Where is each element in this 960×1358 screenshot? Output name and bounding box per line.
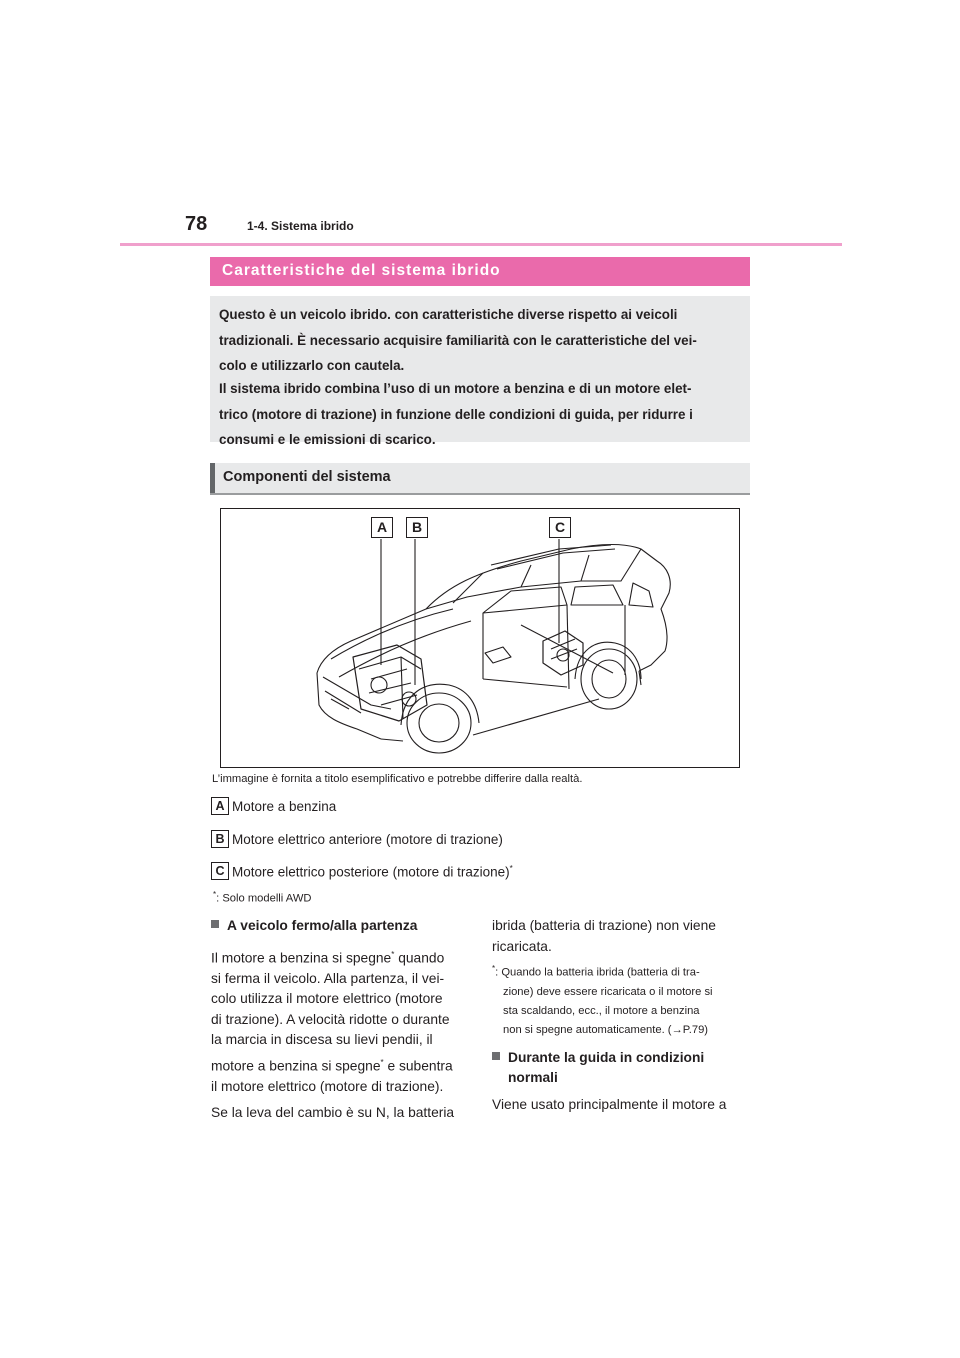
intro-paragraph-1 bbox=[219, 302, 744, 379]
footnote-marker: * bbox=[391, 949, 395, 959]
text-span: : Quando la batteria ibrida (batteria di tra- bbox=[495, 966, 700, 979]
right-column bbox=[492, 916, 750, 1115]
figure-label-b: B bbox=[406, 517, 428, 538]
text-line bbox=[492, 1048, 750, 1069]
footnote-marker: * bbox=[213, 890, 217, 899]
footnote-marker: * bbox=[380, 1057, 384, 1067]
legend-text bbox=[232, 864, 513, 880]
components-heading bbox=[210, 463, 750, 495]
text-line: sta scaldando, ecc., il motore a benzina bbox=[503, 1004, 700, 1017]
subheading bbox=[211, 916, 466, 937]
figure-caption: L’immagine è fornita a titolo esemplificativo e potrebbe differire dalla realtà. bbox=[212, 773, 583, 785]
text-line: Questo è un veicolo ibrido. con caratteristiche diverse rispetto ai veicoli bbox=[219, 307, 678, 322]
page-title: Caratteristiche del sistema ibrido bbox=[222, 262, 501, 279]
text-line: normali bbox=[508, 1070, 558, 1086]
footnote-block bbox=[492, 959, 750, 1040]
legend-badge: C bbox=[211, 862, 229, 880]
figure-label-a: A bbox=[371, 517, 393, 538]
text-line: il motore elettrico (motore di trazione). bbox=[211, 1078, 444, 1094]
page-number: 78 bbox=[185, 213, 208, 235]
legend-text: Motore elettrico anteriore (motore di trazione) bbox=[232, 832, 503, 847]
intro-paragraph-2 bbox=[219, 376, 744, 453]
square-bullet-icon bbox=[211, 920, 219, 928]
paragraph: Viene usato principalmente il motore a bbox=[492, 1096, 727, 1112]
text-line: di trazione). A velocità ridotte o durante bbox=[211, 1011, 450, 1027]
components-heading-text: Componenti del sistema bbox=[223, 469, 391, 485]
paragraph: Se la leva del cambio è su N, la batteria bbox=[211, 1105, 455, 1121]
footnote-marker: * bbox=[492, 964, 496, 973]
section-header: 1-4. Sistema ibrido bbox=[247, 219, 354, 233]
footnote-marker: * bbox=[509, 864, 513, 873]
heading-bar bbox=[210, 463, 215, 493]
text-span: motore a benzina si spegne bbox=[211, 1058, 381, 1074]
legend-text-main: Motore elettrico posteriore (motore di trazione) bbox=[232, 864, 510, 880]
text-line: ricaricata. bbox=[492, 938, 552, 954]
left-column bbox=[211, 916, 466, 1124]
text-line: non si spegne automaticamente. (→P.79) bbox=[503, 1023, 709, 1036]
text-line bbox=[492, 959, 750, 983]
legend-badge: B bbox=[211, 830, 229, 848]
footnote bbox=[213, 890, 311, 905]
subheading-text: Durante la guida in condizioni bbox=[508, 1049, 705, 1065]
title-banner bbox=[210, 257, 750, 286]
text-line: colo utilizza il motore elettrico (motore bbox=[211, 991, 443, 1007]
header-rule bbox=[120, 243, 842, 246]
subheading-text: A veicolo fermo/alla partenza bbox=[227, 918, 418, 933]
paragraph bbox=[211, 945, 466, 1098]
text-line: trico (motore di trazione) in funzione delle condizioni di guida, per ridurre i bbox=[219, 406, 693, 422]
text-line: zione) deve essere ricaricata o il motore si bbox=[503, 985, 713, 998]
text-span: e subentra bbox=[383, 1058, 453, 1074]
subheading bbox=[492, 1048, 750, 1089]
text-line: la marcia in discesa su lievi pendii, il bbox=[211, 1032, 433, 1048]
legend-text: Motore a benzina bbox=[232, 799, 337, 814]
text-line bbox=[211, 945, 466, 969]
text-line bbox=[211, 1053, 466, 1077]
text-line: tradizionali. È necessario acquisire familiarità con le caratteristiche del vei- bbox=[219, 332, 697, 348]
intro-box bbox=[210, 296, 750, 447]
figure-label-c: C bbox=[549, 517, 571, 538]
text-span: Il motore a benzina si spegne bbox=[211, 950, 392, 966]
text-line: si ferma il veicolo. Alla partenza, il vei- bbox=[211, 970, 445, 986]
legend-badge: A bbox=[211, 797, 229, 815]
text-line: ibrida (batteria di trazione) non viene bbox=[492, 918, 716, 933]
footnote-text: : Solo modelli AWD bbox=[216, 892, 312, 905]
text-span: quando bbox=[394, 950, 445, 966]
text-line: colo e utilizzarlo con cautela. bbox=[219, 358, 405, 373]
vehicle-illustration bbox=[220, 508, 740, 768]
text-line: Il sistema ibrido combina l’uso di un motore a benzina e di un motore elet- bbox=[219, 381, 692, 396]
square-bullet-icon bbox=[492, 1052, 500, 1060]
text-line: consumi e le emissioni di scarico. bbox=[219, 432, 436, 447]
vehicle-drawing bbox=[221, 509, 739, 767]
